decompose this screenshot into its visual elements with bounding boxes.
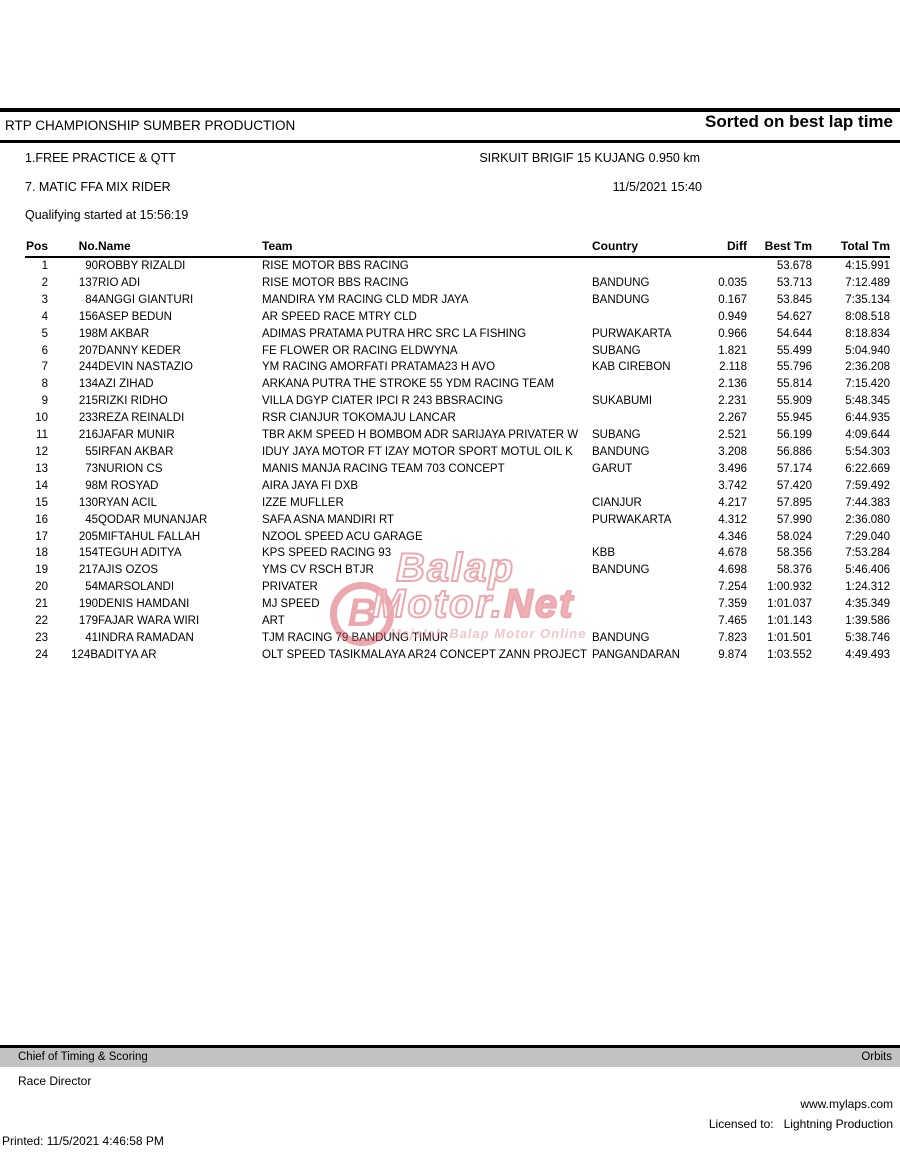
cell-name: JAFAR MUNIR [98,429,175,442]
printed-timestamp: Printed: 11/5/2021 4:46:58 PM [2,1134,164,1148]
cell-no: 137 [78,276,98,289]
cell-diff: 2.136 [718,378,747,391]
cell-country: SUKABUMI [592,395,653,408]
table-row [25,461,890,478]
cell-name: ROBBY RIZALDI [98,260,186,272]
cell-total: 6:44.935 [845,412,890,425]
cell-no: 215 [78,395,98,408]
cell-total: 8:08.518 [845,310,890,323]
cell-country: PURWAKARTA [592,513,672,526]
cell-diff: 2.267 [718,412,747,425]
table-row [25,529,890,546]
cell-best: 1:01.143 [767,615,812,628]
cell-no: 216 [78,429,98,442]
cell-best: 54.644 [776,327,812,340]
orbits-label: Orbits [861,1051,892,1063]
session-name: 1.FREE PRACTICE & QTT [25,151,176,165]
cell-diff: 0.949 [718,310,747,323]
table-row [25,275,890,292]
cell-pos: 10 [35,412,48,425]
cell-pos: 17 [35,530,48,543]
table-row [25,613,890,630]
cell-pos: 11 [36,429,48,442]
cell-no: 84 [85,293,98,306]
column-header-country: Country [592,239,710,257]
cell-team: AR SPEED RACE MTRY CLD [262,310,417,323]
cell-best: 1:03.552 [767,648,812,661]
cell-no: 198 [78,327,98,340]
table-row [25,257,890,275]
cell-country: BANDUNG [592,564,650,577]
cell-team: YM RACING AMORFATI PRATAMA23 H AVO [262,361,496,374]
cell-best: 58.024 [776,530,812,543]
cell-diff: 0.035 [718,276,747,289]
cell-best: 55.945 [776,412,812,425]
cell-team: MANIS MANJA RACING TEAM 703 CONCEPT [262,462,505,475]
cell-team: FE FLOWER OR RACING ELDWYNA [262,344,458,357]
cell-best: 58.356 [776,547,812,560]
results-tbody [25,257,890,664]
table-row [25,478,890,495]
cell-name: ASEP BEDUN [98,310,172,323]
cell-no: 90 [85,260,98,272]
cell-no: 55 [85,445,98,458]
cell-no: 73 [85,462,98,475]
cell-best: 56.886 [776,445,812,458]
cell-diff: 4.312 [718,513,747,526]
cell-country: BANDUNG [592,445,650,458]
cell-diff: 4.217 [718,496,747,509]
cell-best: 55.909 [776,395,812,408]
cell-pos: 5 [41,327,48,340]
cell-diff: 7.359 [718,598,747,611]
cell-diff: 4.346 [718,530,747,543]
cell-team: TJM RACING 79 BANDUNG TIMUR [262,631,449,644]
cell-team: RISE MOTOR BBS RACING [262,260,409,272]
circuit-name: SIRKUIT BRIGIF 15 KUJANG 0.950 km [479,151,700,165]
cell-team: MANDIRA YM RACING CLD MDR JAYA [262,293,469,306]
cell-name: DEVIN NASTAZIO [98,361,193,374]
cell-team: TBR AKM SPEED H BOMBOM ADR SARIJAYA PRIVATER W [262,429,579,442]
cell-total: 7:59.492 [845,479,890,492]
cell-country: BANDUNG [592,631,650,644]
cell-name: FAJAR WARA WIRI [98,615,200,628]
cell-best: 55.499 [776,344,812,357]
mylaps-website: www.mylaps.com [800,1097,893,1111]
cell-total: 7:53.284 [845,547,890,560]
cell-total: 5:54.303 [845,445,890,458]
cell-name: M AKBAR [98,327,150,340]
column-header-total-tm: Total Tm [812,239,890,257]
cell-name: REZA REINALDI [98,412,185,425]
cell-team: AIRA JAYA FI DXB [262,479,359,492]
table-row [25,292,890,309]
cell-best: 53.713 [776,276,812,289]
cell-no: 154 [78,547,98,560]
cell-team: VILLA DGYP CIATER IPCI R 243 BBSRACING [262,395,504,408]
cell-country: SUBANG [592,429,641,442]
column-header-best-tm: Best Tm [747,239,812,257]
cell-country [592,596,710,613]
cell-name: AZI ZIHAD [98,378,154,391]
cell-best: 57.174 [776,462,812,475]
cell-name: M ROSYAD [98,479,159,492]
cell-name: ADITYA AR [98,648,157,661]
cell-pos: 14 [35,479,48,492]
cell-diff: 7.254 [718,581,747,594]
cell-name: RIO ADI [98,276,141,289]
cell-country: GARUT [592,462,633,475]
cell-name: DENIS HAMDANI [98,598,190,611]
cell-total: 5:38.746 [845,631,890,644]
class-name: 7. MATIC FFA MIX RIDER [25,180,171,194]
cell-country [592,376,710,393]
table-row [25,309,890,326]
cell-pos: 20 [35,581,48,594]
cell-no: 156 [78,310,98,323]
session-datetime: 11/5/2021 15:40 [612,180,702,194]
cell-country [592,529,710,546]
cell-diff: 2.118 [719,361,747,374]
cell-best: 57.420 [776,479,812,492]
cell-name: ANGGI GIANTURI [98,293,194,306]
cell-no: 190 [78,598,98,611]
footer-signature-bar [0,1048,900,1067]
cell-best: 53.678 [776,260,812,272]
cell-best: 53.845 [776,293,812,306]
cell-diff: 2.231 [718,395,747,408]
cell-pos: 2 [41,276,48,289]
cell-country: BANDUNG [592,293,650,306]
cell-country: PURWAKARTA [592,327,672,340]
cell-no: 134 [78,378,98,391]
cell-country: BANDUNG [592,276,650,289]
licensed-to-label: Licensed to: [708,1117,774,1131]
cell-name: MARSOLANDI [98,581,175,594]
cell-best: 56.199 [776,429,812,442]
table-row [25,512,890,529]
cell-pos: 9 [41,395,48,408]
cell-country [592,579,710,596]
cell-no: 244 [78,361,98,374]
table-row [25,630,890,647]
cell-name: RYAN ACIL [98,496,158,509]
cell-name: TEGUH ADITYA [98,547,182,560]
cell-pos: 4 [41,310,48,323]
cell-total: 2:36.208 [845,361,890,374]
column-header-team: Team [262,239,592,257]
cell-no: 217 [78,564,98,577]
cell-country: KAB CIREBON [592,361,671,374]
cell-best: 57.895 [776,496,812,509]
cell-no: 207 [78,344,98,357]
cell-total: 5:46.406 [845,564,890,577]
cell-country [592,613,710,630]
cell-pos: 1 [41,260,48,272]
cell-diff: 3.208 [718,445,747,458]
cell-total: 4:49.493 [845,648,890,661]
cell-total: 2:36.080 [845,513,890,526]
cell-country: KBB [592,547,616,560]
cell-country [592,410,710,427]
cell-pos: 16 [35,513,48,526]
cell-diff: 7.823 [718,631,747,644]
column-header-name: Name [98,239,262,257]
cell-country: SUBANG [592,344,641,357]
cell-country: CIANJUR [592,496,642,509]
cell-best: 1:01.501 [767,631,812,644]
cell-no: 54 [85,581,98,594]
cell-no: 179 [78,615,98,628]
cell-total: 7:15.420 [845,378,890,391]
column-header-diff: Diff [710,239,747,257]
cell-pos: 13 [35,462,48,475]
cell-pos: 21 [35,598,48,611]
cell-country [592,257,710,275]
cell-name: NURION CS [98,462,163,475]
cell-pos: 18 [35,547,48,560]
cell-total: 4:09.644 [845,429,890,442]
balapmotor-logo-icon: B [330,582,394,646]
cell-no: 205 [78,530,98,543]
table-row [25,545,890,562]
qualifying-start-note: Qualifying started at 15:56:19 [25,208,189,222]
cell-diff: 3.742 [718,479,747,492]
cell-team: RSR CIANJUR TOKOMAJU LANCAR [262,412,456,425]
cell-diff [710,257,747,275]
cell-no: 233 [78,412,98,425]
cell-name: QODAR MUNANJAR [98,513,208,526]
sort-order-label: Sorted on best lap time [705,112,893,131]
cell-total: 7:12.489 [845,276,890,289]
cell-diff: 0.167 [718,293,747,306]
cell-pos: 24 [35,648,48,661]
table-row [25,647,890,664]
cell-no: 98 [85,479,98,492]
cell-team: NZOOL SPEED ACU GARAGE [262,530,423,543]
table-row [25,326,890,343]
column-header-no: No. [48,239,98,257]
table-row [25,427,890,444]
table-row [25,495,890,512]
cell-team: KPS SPEED RACING 93 [262,547,392,560]
cell-team: RISE MOTOR BBS RACING [262,276,409,289]
cell-team: SAFA ASNA MANDIRI RT [262,513,395,526]
table-row [25,376,890,393]
cell-total: 7:44.383 [845,496,890,509]
cell-pos: 19 [35,564,48,577]
cell-diff: 4.698 [718,564,747,577]
table-header-row [25,239,890,257]
cell-pos: 23 [35,631,48,644]
table-row [25,393,890,410]
table-row [25,562,890,579]
cell-diff: 7.465 [718,615,747,628]
cell-name: RIZKI RIDHO [98,395,168,408]
cell-diff: 9.874 [718,648,747,661]
cell-total: 6:22.669 [845,462,890,475]
cell-pos: 15 [35,496,48,509]
championship-title: RTP CHAMPIONSHIP SUMBER PRODUCTION [5,118,296,133]
cell-country: PANGANDARAN [592,648,680,661]
cell-best: 55.796 [776,361,812,374]
cell-team: IZZE MUFLLER [262,496,344,509]
cell-best: 55.814 [776,378,812,391]
cell-team: ARKANA PUTRA THE STROKE 55 YDM RACING TEAM [262,378,555,391]
results-table [25,239,890,664]
cell-best: 57.990 [776,513,812,526]
cell-pos: 6 [41,344,48,357]
cell-total: 1:39.586 [845,615,890,628]
cell-pos: 8 [41,378,48,391]
watermark-motor-text: Motor. [372,582,504,626]
cell-diff: 2.521 [718,429,747,442]
cell-best: 1:01.037 [767,598,812,611]
cell-pos: 12 [35,445,48,458]
table-row [25,579,890,596]
licensed-to-value: Lightning Production [783,1117,893,1131]
cell-no: 41 [85,631,98,644]
cell-name: AJIS OZOS [98,564,159,577]
cell-total: 7:35.134 [845,293,890,306]
cell-no: 130 [78,496,98,509]
cell-best: 1:00.932 [767,581,812,594]
cell-team: MJ SPEED [262,598,320,611]
cell-no: 124B [71,648,98,661]
table-row [25,444,890,461]
cell-total: 5:04.940 [845,344,890,357]
cell-diff: 3.496 [718,462,747,475]
cell-total: 4:15.991 [845,260,890,272]
cell-name: DANNY KEDER [98,344,181,357]
cell-pos: 22 [35,615,48,628]
cell-name: IRFAN AKBAR [98,445,174,458]
cell-team: PRIVATER [262,581,318,594]
chief-of-timing-label: Chief of Timing & Scoring [18,1051,148,1063]
license-line [709,1117,893,1131]
table-row [25,343,890,360]
cell-diff: 0.966 [718,327,747,340]
cell-best: 54.627 [776,310,812,323]
column-header-pos: Pos [25,239,48,257]
cell-name: MIFTAHUL FALLAH [98,530,201,543]
cell-best: 58.376 [776,564,812,577]
cell-total: 4:35.349 [845,598,890,611]
cell-diff: 4.678 [718,547,747,560]
cell-diff: 1.821 [718,344,747,357]
watermark-net-text: Net [503,582,575,626]
cell-name: INDRA RAMADAN [98,631,194,644]
table-row [25,410,890,427]
table-row [25,596,890,613]
cell-team: YMS CV RSCH BTJR [262,564,374,577]
cell-no: 45 [85,513,98,526]
cell-pos: 7 [41,361,48,374]
race-director-label: Race Director [18,1074,92,1088]
cell-team: ART [262,615,285,628]
cell-pos: 3 [41,293,48,306]
cell-country [592,478,710,495]
table-row [25,359,890,376]
cell-team: ADIMAS PRATAMA PUTRA HRC SRC LA FISHING [262,327,527,340]
cell-total: 1:24.312 [845,581,890,594]
watermark-tagline: Majalah Balap Motor Online [390,626,587,641]
cell-total: 8:18.834 [845,327,890,340]
watermark-line1: Balap [396,546,515,590]
cell-country [592,309,710,326]
cell-total: 5:48.345 [845,395,890,408]
cell-team: IDUY JAYA MOTOR FT IZAY MOTOR SPORT MOTUL OIL K [262,445,573,458]
cell-total: 7:29.040 [845,530,890,543]
cell-team: OLT SPEED TASIKMALAYA AR24 CONCEPT ZANN PROJECT [262,648,588,661]
header-rule [0,140,900,143]
